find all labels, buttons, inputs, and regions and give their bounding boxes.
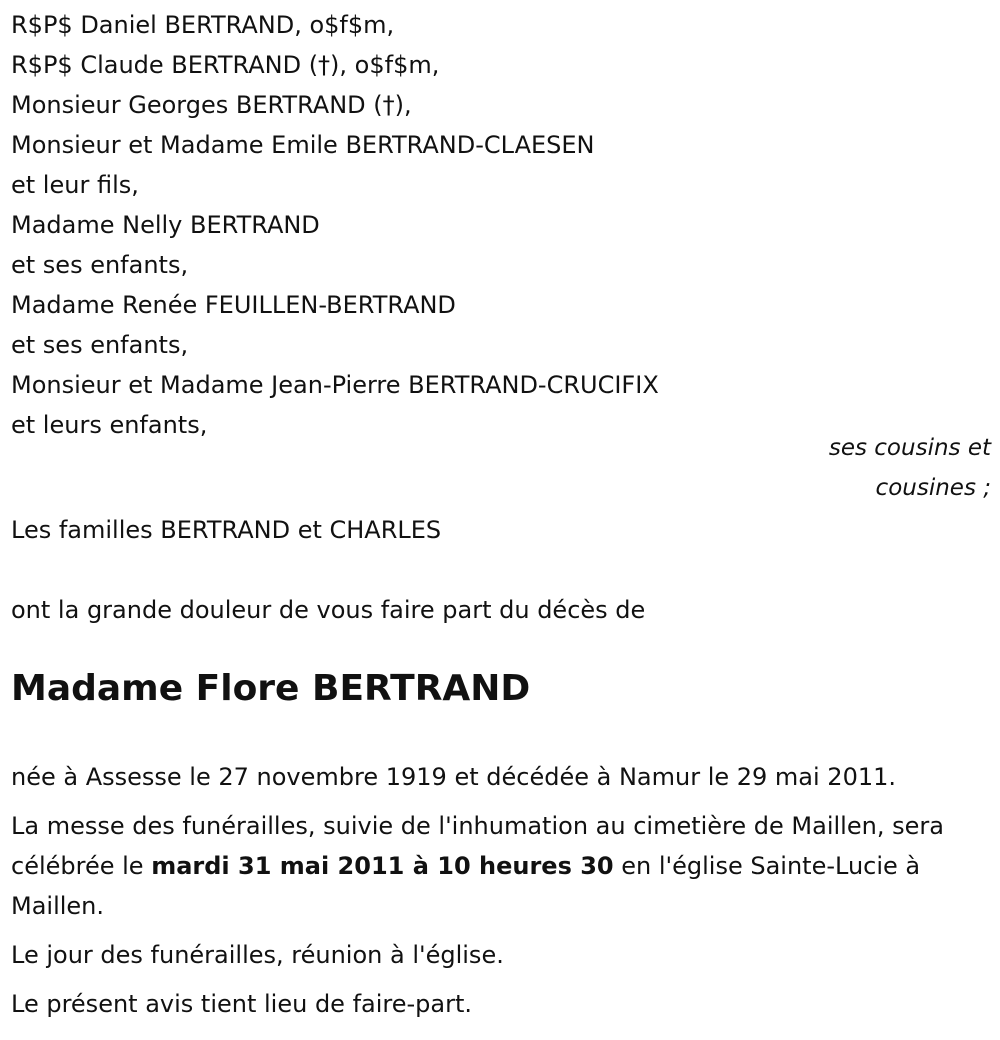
cousins-line-2: cousines ; bbox=[875, 475, 991, 501]
birth-death-line: née à Assesse le 27 novembre 1919 et décédée à Namur le 29 mai 2011. bbox=[11, 763, 897, 791]
cousins-mention bbox=[731, 428, 991, 508]
deceased-name: Madame Flore BERTRAND bbox=[11, 668, 531, 709]
family-member-line: Monsieur Georges BERTRAND (†), bbox=[11, 91, 412, 119]
family-member-line: Monsieur et Madame Jean-Pierre BERTRAND-CRUCIFIX bbox=[11, 371, 659, 399]
announcement-intro: ont la grande douleur de vous faire part du décès de bbox=[11, 596, 646, 624]
funeral-text-after: en l'église Sainte-Lucie à Maillen. bbox=[11, 852, 921, 920]
obituary-notice bbox=[11, 0, 991, 1018]
funeral-text-before: La messe des funérailles, suivie de l'inhumation au cimetière de Maillen, sera célébrée le bbox=[11, 812, 944, 880]
family-member-line: Madame Renée FEUILLEN-BERTRAND bbox=[11, 291, 456, 319]
family-member-line: et ses enfants, bbox=[11, 331, 189, 359]
funeral-service-paragraph bbox=[11, 806, 996, 926]
family-member-line: R$P$ Daniel BERTRAND, o$f$m, bbox=[11, 11, 395, 39]
families-line: Les familles BERTRAND et CHARLES bbox=[11, 516, 442, 544]
family-members-list bbox=[11, 5, 991, 445]
notice-line: Le présent avis tient lieu de faire-part. bbox=[11, 990, 473, 1018]
family-member-line: et ses enfants, bbox=[11, 251, 189, 279]
funeral-date-time: mardi 31 mai 2011 à 10 heures 30 bbox=[151, 852, 614, 880]
cousins-line-1: ses cousins et bbox=[828, 435, 991, 461]
family-member-line: R$P$ Claude BERTRAND (†), o$f$m, bbox=[11, 51, 440, 79]
funeral-details bbox=[11, 757, 996, 1033]
family-member-line: et leurs enfants, bbox=[11, 411, 208, 439]
meeting-line: Le jour des funérailles, réunion à l'église. bbox=[11, 941, 504, 969]
family-member-line: Monsieur et Madame Emile BERTRAND-CLAESEN bbox=[11, 131, 595, 159]
family-member-line: Madame Nelly BERTRAND bbox=[11, 211, 320, 239]
family-member-line: et leur fils, bbox=[11, 171, 139, 199]
